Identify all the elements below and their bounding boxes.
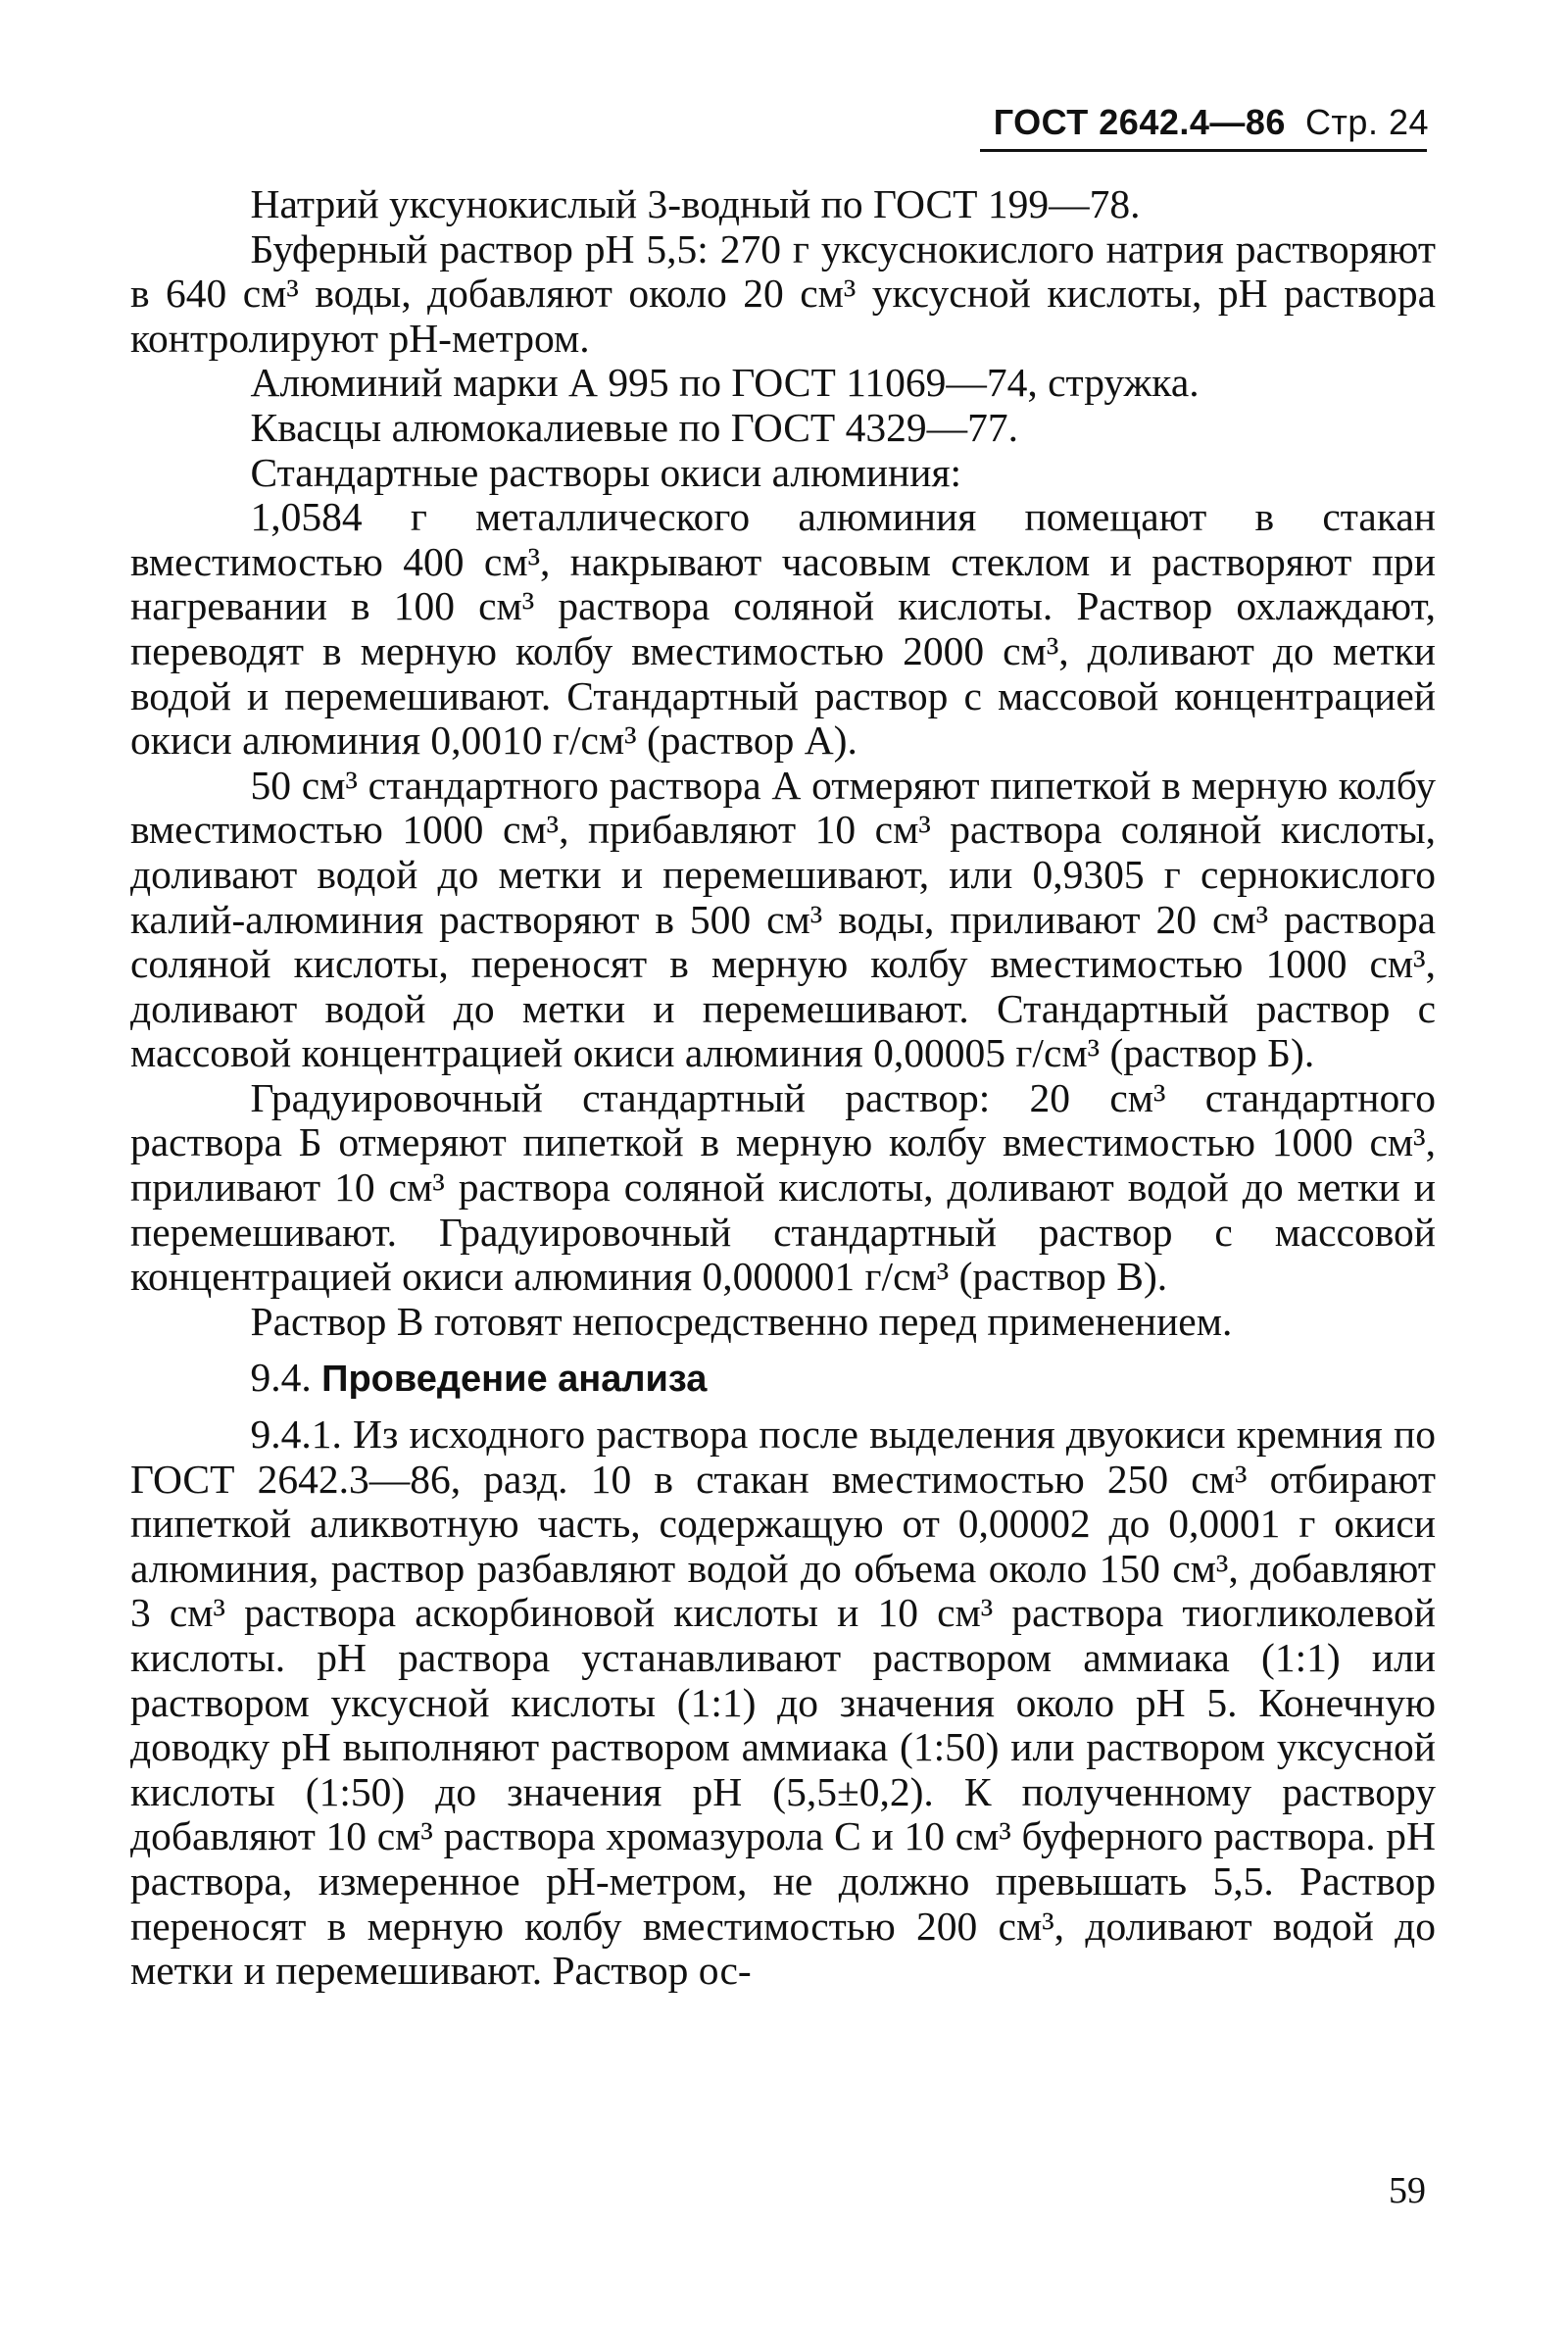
document-body <box>130 182 1436 1994</box>
paragraph-solution-b: 50 см³ стандартного раствора А отмеряют пипеткой в мерную колбу вместимостью 1000 см³, прибавляют 10 см³ раствора соляной кислоты, доливают водой до метки и перемешивают, или 0,9305 г сернокислого калий-алюминия растворяют в 500 см³ воды, приливают 20 см³ раствора соляной кислоты, переносят в мерную колбу вместимостью 1000 см³, доливают водой до метки и перемешивают. Стандартный раствор с массовой концентрацией окиси алюминия 0,00005 г/см³ (раствор Б). <box>130 762 1436 1076</box>
paragraph-solution-a: 1,0584 г металлического алюминия помещают в стакан вместимостью 400 см³, накрывают часовым стеклом и растворяют при нагревании в 100 см³ раствора соляной кислоты. Раствор охлаждают, переводят в мерную колбу вместимостью 2000 см³, доливают до метки водой и перемешивают. Стандартный раствор с массовой концентрацией окиси алюминия 0,0010 г/см³ (раствор А). <box>130 494 1436 764</box>
page-label: Стр. 24 <box>1304 102 1429 142</box>
paragraph-standard-solutions-heading: Стандартные растворы окиси алюминия: <box>250 449 962 495</box>
paragraph-solution-c-note: Раствор В готовят непосредственно перед применением. <box>250 1298 1233 1344</box>
paragraph-analysis-procedure: 9.4.1. Из исходного раствора после выделения двуокиси кремния по ГОСТ 2642.3—86, разд. 10 в стакан вместимостью 250 см³ отбирают пипеткой аликвотную часть, содержащую от 0,00002 до 0,0001 г окиси алюминия, раствор разбавляют водой до объема около 150 см³, добавляют 3 см³ раствора аскорбиновой кислоты и 10 см³ раствора тиогликолевой кислоты. рН раствора устанавливают раствором аммиака (1:1) или раствором уксусной кислоты (1:1) до значения около рН 5. Конечную доводку рН выполняют раствором аммиака (1:50) или раствором уксусной кислоты (1:50) до значения рН (5,5±0,2). К полученному раствору добавляют 10 см³ раствора хромазурола С и 10 см³ буферного раствора. рН раствора, измеренное рН-метром, не должно превышать 5,5. Раствор переносят в мерную колбу вместимостью 200 см³, доливают водой до метки и перемешивают. Раствор ос- <box>130 1411 1436 1994</box>
section-number: 9.4. <box>250 1355 312 1401</box>
page-header <box>994 102 1429 143</box>
section-title: Проведение анализа <box>321 1359 708 1401</box>
header-rule <box>980 149 1427 152</box>
document-id: ГОСТ 2642.4—86 <box>993 102 1286 142</box>
paragraph-buffer-solution: Буферный раствор рН 5,5: 270 г уксуснокислого натрия растворяют в 640 см³ воды, добавляют около 20 см³ уксусной кислоты, рН раствора контролируют рН-метром. <box>130 225 1436 361</box>
paragraph-sodium-acetate: Натрий уксунокислый 3-водный по ГОСТ 199—78. <box>250 181 1141 226</box>
paragraph-solution-c: Градуировочный стандартный раствор: 20 см³ стандартного раствора Б отмеряют пипеткой в мерную колбу вместимостью 1000 см³, приливают 10 см³ раствора соляной кислоты, доливают водой до метки и перемешивают. Градуировочный стандартный раствор с массовой концентрацией окиси алюминия 0,000001 г/см³ (раствор В). <box>130 1074 1436 1300</box>
page-number: 59 <box>1389 2170 1426 2211</box>
paragraph-alum: Квасцы алюмокалиевые по ГОСТ 4329—77. <box>250 404 1019 450</box>
section-heading <box>130 1356 1436 1403</box>
paragraph-aluminium: Алюминий марки А 995 по ГОСТ 11069—74, стружка. <box>250 360 1200 406</box>
